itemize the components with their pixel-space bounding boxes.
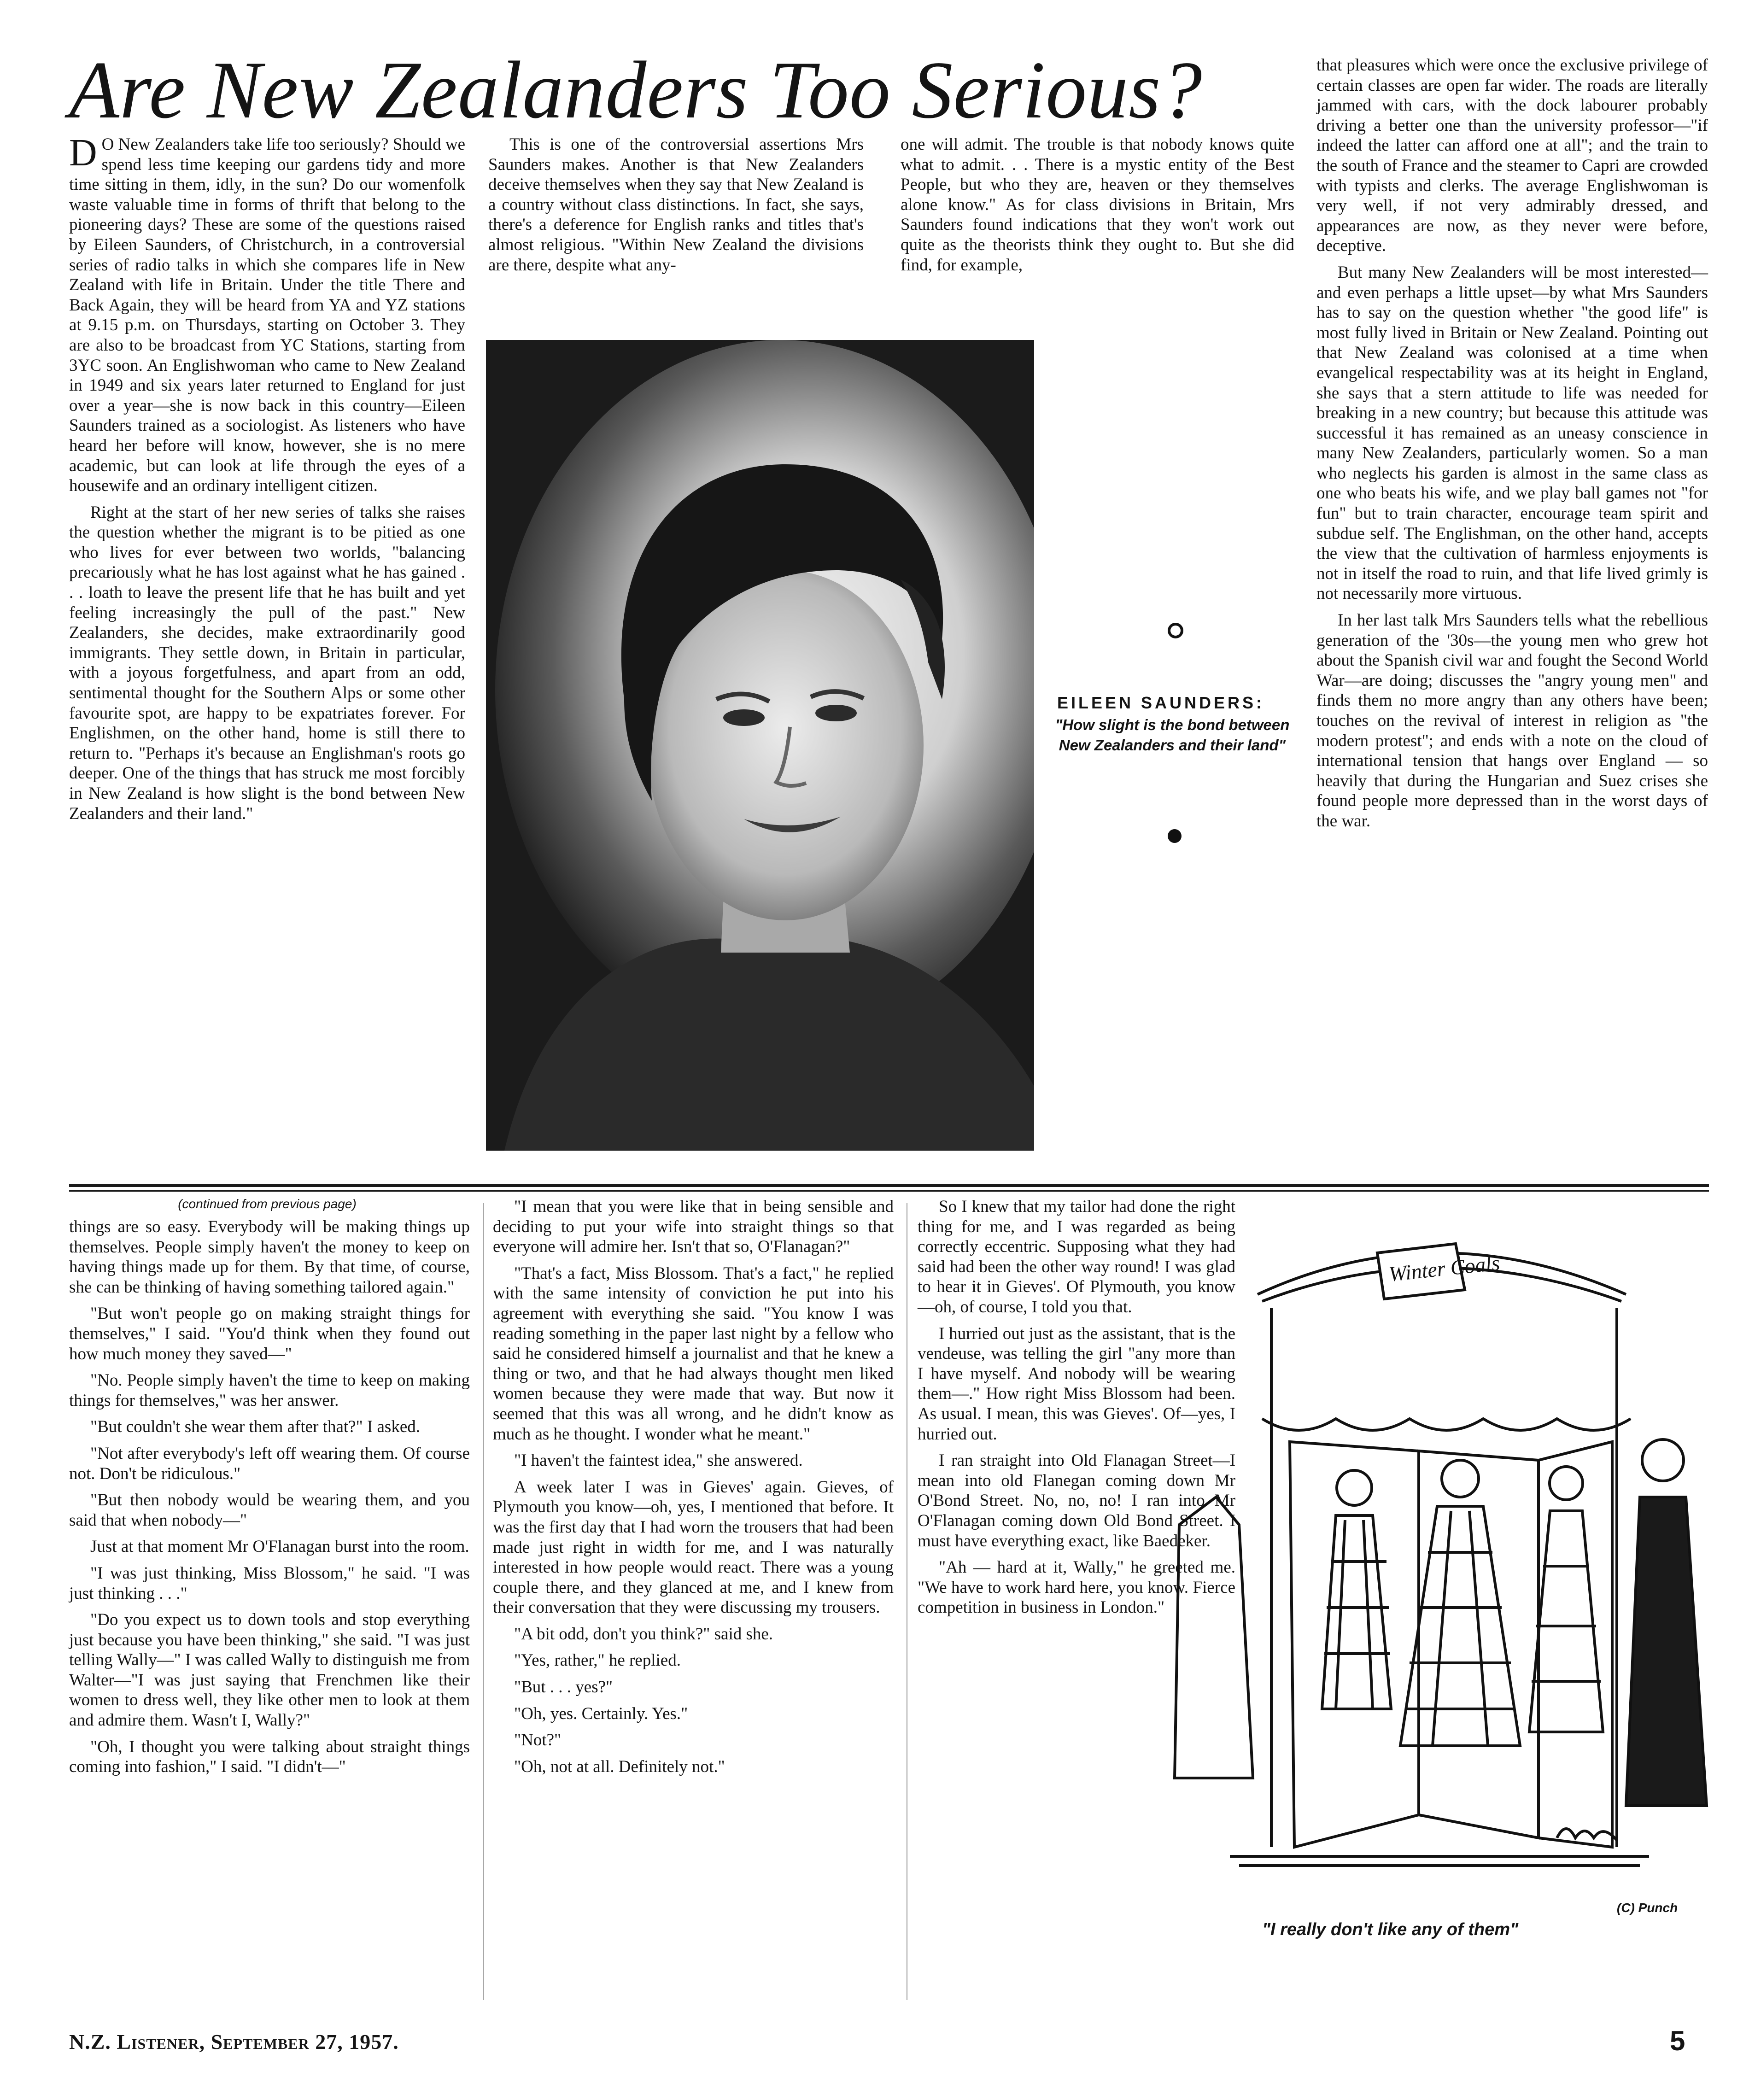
cartoon-drawing: [1161, 1202, 1709, 1921]
continued-column-1: [69, 1217, 470, 1784]
continued-column-2: [493, 1197, 894, 1783]
column-divider: [483, 1203, 484, 2000]
article-paragraph: This is one of the controversial assertions Mrs Saunders makes. Another is that New Zealanders deceive themselves when they say that New Zealand is a country without class distinctions. In fact, she says, there's a deference for English ranks and titles that's almost religious. "Within New Zealand the divisions are there, despite what any-: [488, 135, 864, 275]
story-paragraph: "Oh, not at all. Definitely not.": [514, 1757, 725, 1776]
cartoon-sign-text: Winter Coals: [1387, 1251, 1501, 1286]
caption-ornament-circle: [1168, 623, 1183, 638]
story-paragraph: things are so easy. Everybody will be making things up themselves. People simply haven't the money to keep on having things made up for them. By that time, of course, she can be thinking of having something tailored again.": [69, 1217, 470, 1297]
article-column-2: [488, 135, 864, 281]
footer-page-number: 5: [1670, 2025, 1685, 2056]
article-paragraph: that pleasures which were once the exclusive privilege of certain classes are open far wider. The roads are literally jammed with cars, with the dock labourer probably driving a better one than the university professor—"if indeed the latter can afford one at all"; and the train to the south of France and the steamer to Capri are crowded with typists and clerks. The average Englishwoman is very well, if not very admirably dressed, and appearances are now, as they never were before, deceptive.: [1316, 56, 1708, 256]
continued-label: (continued from previous page): [178, 1197, 357, 1211]
cartoon-illustration: [1161, 1202, 1709, 1921]
story-paragraph: "But . . . yes?": [514, 1678, 613, 1697]
story-paragraph: "That's a fact, Miss Blossom. That's a fact," he replied with the same intensity of conviction he put into his agreement with everything she said. "You know I was reading something in the paper last night by a fellow who said he considered himself a journalist and that he knew a thing or two, and that he had always thought men liked women because they were made that way. But now it seemed that this was all wrong, and he didn't know as much as he thought. I wonder what he meant.": [493, 1264, 894, 1444]
story-paragraph: "I haven't the faintest idea," she answered.: [514, 1451, 803, 1470]
caption-ornament-dot: [1168, 829, 1182, 843]
story-paragraph: "Not?": [514, 1731, 562, 1750]
story-paragraph: A week later I was in Gieves' again. Gieves, of Plymouth you know—oh, yes, I mentioned that before. It was the first day that I had worn the trousers that had been made just right in width for me, and I was naturally interested in how people would react. There was a young couple there, and they glanced at me, and I knew from their conversation that they were discussing my trousers.: [493, 1477, 894, 1617]
story-paragraph: "No. People simply haven't the time to keep on making things for themselves," was her answer.: [69, 1371, 470, 1410]
cartoon-caption: "I really don't like any of them": [1262, 1920, 1519, 1939]
story-paragraph: "Oh, yes. Certainly. Yes.": [514, 1704, 688, 1723]
article-column-3: [901, 135, 1294, 281]
story-paragraph: Just at that moment Mr O'Flanagan burst into the room.: [90, 1537, 469, 1556]
photo-caption-name: EILEEN SAUNDERS:: [1057, 693, 1265, 712]
story-paragraph: "I mean that you were like that in being sensible and deciding to put your wife into straight things so that everyone will admire her. Isn't that so, O'Flanagan?": [493, 1197, 894, 1257]
article-paragraph: In her last talk Mrs Saunders tells what the rebellious generation of the '30s—the young men who grew hot about the Spanish civil war and fought the Second World War—are doing; discusses the "angry young men" and finds them no more angry than any others have been; touches on the revival of interest in religion as "the modern protest"; and ends with a note on the cloud of international tension that hangs over England — so heavily that during the Hungarian and Suez crises she found people more depressed than in the worst days of the war.: [1316, 611, 1708, 831]
drop-cap: D: [69, 131, 97, 174]
article-paragraph: O New Zealanders take life too seriously? Should we spend less time keeping our gardens tidy and more time sitting in them, idly, in the sun? Do our womenfolk waste valuable time in forms of thrift that belong to the pioneering days? These are some of the questions raised by Eileen Saunders, of Christchurch, in a controversial series of radio talks in which she compares life in New Zealand with life in Britain. Under the title There and Back Again, they will be heard from YA and YZ stations at 9.15 p.m. on Thursdays, starting on October 3. They are also to be broadcast from YC Stations, starting from 3YC soon. An Englishwoman who came to New Zealand in 1949 and six years later returned to England for just over a year—she is now back in this country—Eileen Saunders trained as a sociologist. As listeners who have heard her before will know, however, she is no mere academic, but can look at life through the eyes of a housewife and an ordinary intelligent citizen.: [69, 135, 465, 496]
story-paragraph: So I knew that my tailor had done the right thing for me, and I was regarded as being correctly eccentric. Supposing what they had said had been the other way round! I was glad to hear it in Gieves'. Of Plymouth, you know—oh, of course, I told you that.: [918, 1197, 1235, 1316]
story-paragraph: "I was just thinking, Miss Blossom," he said. "I was just thinking . . .": [69, 1563, 470, 1603]
story-paragraph: "But couldn't she wear them after that?" I asked.: [90, 1417, 420, 1437]
portrait-photo: [486, 340, 1034, 1151]
footer-publication: N.Z. Listener, September 27, 1957.: [69, 2030, 399, 2053]
article-paragraph: one will admit. The trouble is that nobody knows quite what to admit. . . There is a mystic entity of the Best People, but who they are, heaven or they themselves alone know." As for class divisions in Britain, Mrs Saunders found indications that they won't work out quite as the theorists think they ought to. But she did find, for example,: [901, 135, 1294, 275]
story-paragraph: "But then nobody would be wearing them, and you said that when nobody—": [69, 1491, 470, 1530]
section-divider: [69, 1184, 1709, 1187]
portrait-image: [486, 340, 1034, 1151]
article-column-1: [69, 131, 465, 830]
article-column-4: [1316, 55, 1708, 838]
story-paragraph: I ran straight into Old Flanagan Street—I mean into old Flanegan coming down Mr O'Bond Street. No, no, no! I ran into Mr O'Flanagan coming down Old Bond Street. I must have everything exact, like Baedeker.: [918, 1451, 1235, 1550]
story-paragraph: "Yes, rather," he replied.: [514, 1651, 681, 1670]
story-paragraph: "Not after everybody's left off wearing them. Of course not. Don't be ridiculous.": [69, 1444, 470, 1483]
story-paragraph: "Ah — hard at it, Wally," he greeted me. "We have to work hard here, you know. Fierce competition in business in London.": [918, 1558, 1235, 1617]
headline: Are New Zealanders Too Serious?: [69, 44, 1203, 135]
article-paragraph: But many New Zealanders will be most interested—and even perhaps a little upset—by what Mrs Saunders has to say on the question whether "the good life" is most fully lived in Britain or New Zealand. Pointing out that New Zealand was colonised at a time when evangelical respectability was at its height in England, she says that a stern attitude to life was needed for breaking in a new country; but because this attitude was successful it has remained as an uneasy conscience in many New Zealanders, particularly women. So a man who neglects his garden is almost in the same class as one who beats his wife, and we play ball games not "for fun" but to train character, encourage team spirit and subdue self. The Englishman, on the other hand, accepts the view that the cultivation of harmless enjoyments is not in itself the road to ruin, and that life lived grimly is not necessarily more virtuous.: [1316, 263, 1708, 603]
story-paragraph: "A bit odd, don't you think?" said she.: [514, 1624, 773, 1644]
section-divider-thin: [69, 1190, 1709, 1192]
story-paragraph: "Oh, I thought you were talking about straight things coming into fashion," I said. "I didn't—": [69, 1737, 470, 1777]
article-paragraph: Right at the start of her new series of talks she raises the question whether the migrant is to be pitied as one who lives for ever between two worlds, "balancing precariously what he has lost against what he has gained . . . loath to leave the present life that he has built and yet feeling increasingly the pull of the past." New Zealanders, she decides, make extraordinarily good immigrants. They settle down, in Britain in particular, with a joyous forgetfulness, and apart from an odd, sentimental thought for the Southern Alps or some other favourite spot, are happy to be expatriates forever. For Englishmen, on the other hand, home is still there to return to. "Perhaps it's because an Englishman's roots go deeper. One of the things that has struck me most forcibly in New Zealand is how slight is the bond between New Zealanders and their land.": [69, 503, 465, 823]
photo-caption-quote: "How slight is the bond between New Zealanders and their land": [1055, 716, 1290, 754]
story-paragraph: "Do you expect us to down tools and stop everything just because you have been thinking," she said. "I was just telling Wally—" I was called Wally to distinguish me from Walter—"I was just saying that Frenchmen like their women to dress well, they like other men to look at them and admire them. Wasn't I, Wally?": [69, 1610, 470, 1730]
story-paragraph: I hurried out just as the assistant, that is the vendeuse, was telling the girl "any more than I have myself. And nobody will be wearing them—." How right Miss Blossom had been. As usual. I mean, this was Gieves'. Of—yes, I hurried out.: [918, 1324, 1235, 1444]
cartoon-credit: (C) Punch: [1617, 1901, 1678, 1915]
story-paragraph: "But won't people go on making straight things for themselves," I said. "You'd think when they found out how much money they saved—": [69, 1304, 470, 1363]
